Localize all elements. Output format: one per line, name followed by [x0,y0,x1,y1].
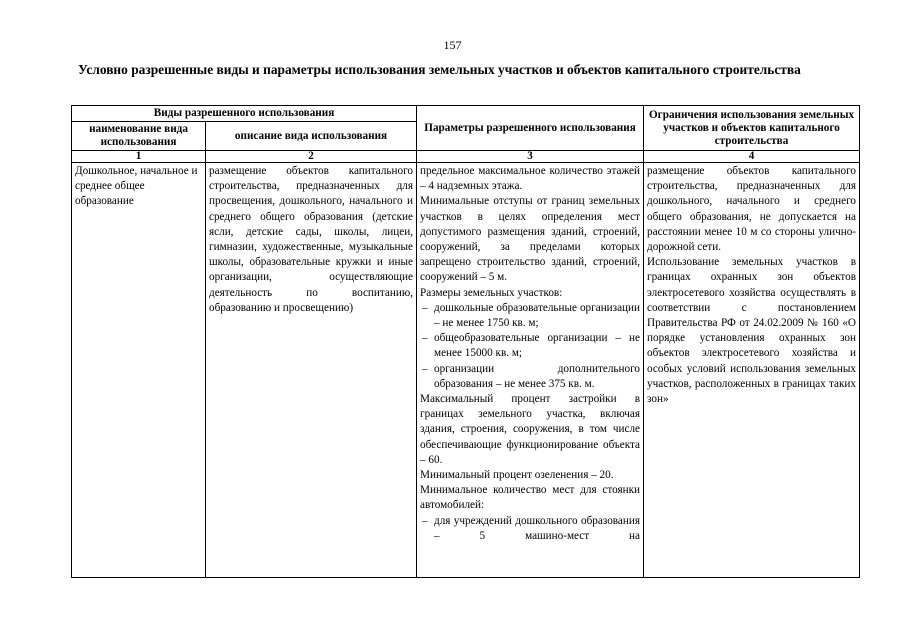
list-item: – общеобразовательные организации – не менее 15000 кв. м; [420,331,640,361]
use-description-cell: размещение объектов капитального строительства, предназначенных для просвещения, дошкольного, начального и среднего общего образования (детские ясли, детские сады, школы, лицеи, гимназии, художественные, музыкальные школы, образовательные кружки и иные организации, осуществляющие деятельность по воспитанию, образованию и просвещению) [206,163,417,578]
header-permitted-use-types: Виды разрешенного использования [72,106,417,122]
header-use-name: наименование вида использования [72,122,206,151]
restrictions-cell [644,163,860,578]
max-floors-text: предельное максимальное количество этажей – 4 надземных этажа. [420,165,641,193]
min-greenery-text: Минимальный процент озеленения – 20. [420,469,614,482]
max-coverage-text: Максимальный процент застройки в границах земельного участка, включая здания, строения, сооружения, в том числе обеспечивающие функционирование объекта – 60. [420,393,641,466]
plot-sizes-list [420,301,640,392]
list-item: – для учреждений дошкольного образования – 5 машино-мест на [420,514,640,544]
restriction-distance-text: размещение объектов капитального строительства, предназначенных для дошкольного, начального и среднего общего образования, не допускается на расстоянии менее 10 м со стороны улично-дорожной сети. [647,165,857,254]
parking-label: Минимальное количество мест для стоянки автомобилей: [420,484,641,512]
column-number-row [72,151,860,163]
parking-list [420,514,640,544]
page-title: Условно разрешенные виды и параметры использования земельных участков и объектов капитального строительства [78,62,801,77]
header-parameters: Параметры разрешенного использования [417,106,644,151]
plot-sizes-label: Размеры земельных участков: [420,286,563,299]
column-number: 4 [644,151,860,163]
setbacks-text: Минимальные отступы от границ земельных участков в целях определения мест допустимого размещения зданий, строений, сооружений, за пределами которых запрещено строительство зданий, строений, сооружений – 5 м. [420,195,641,284]
header-use-description: описание вида использования [206,122,417,151]
column-number: 2 [206,151,417,163]
list-item: – организации дополнительного образования – не менее 375 кв. м. [420,362,640,392]
table-header-row [72,106,860,122]
parameters-cell [417,163,644,578]
column-number: 1 [72,151,206,163]
use-name-cell: Дошкольное, начальное и среднее общее образование [72,163,206,578]
page-number: 157 [443,38,462,52]
land-use-table [71,105,860,578]
table-row [72,163,860,578]
restriction-protection-zones-text: Использование земельных участков в границах охранных зон объектов электросетевого хозяйства осуществлять в соответствии с постановлением Правительства РФ от 24.02.2009 № 160 «О порядке установления охранных зон объектов электросетевого хозяйства и особых условий использования земельных участков, расположенных в границах таких зон» [647,256,857,406]
column-number: 3 [417,151,644,163]
list-item: – дошкольные образовательные организации – не менее 1750 кв. м; [420,301,640,331]
header-restrictions: Ограничения использования земельных участков и объектов капитального строительства [644,106,860,151]
